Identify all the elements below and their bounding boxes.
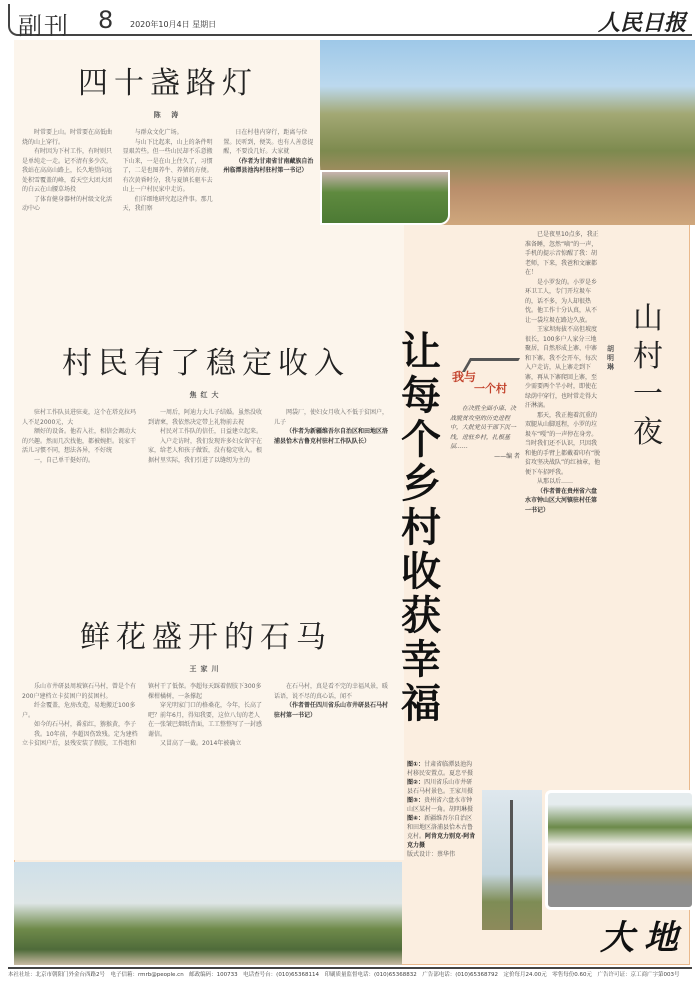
article-byline: 王家川 — [189, 665, 223, 673]
village-road-photo — [14, 862, 402, 965]
author-note: （作者曾在贵州省六盘水市钟山区大河镇驻村任第一书记） — [525, 487, 598, 514]
paragraph: 村民对工作队的信任，日益建立起来。 — [160, 428, 263, 435]
intro-signature: ——编 者 — [494, 452, 520, 460]
article-stable-income — [22, 338, 390, 465]
article-body — [22, 682, 390, 749]
paragraph: 有时因为下村工作，有时则只是单纯走一走。记不清有多少次，我站在高高山路上，长久地望向远处积雪覆盖的峰，看天空大团大团的白云在山腰草场投 — [22, 148, 113, 193]
article-title: 鲜花盛开的石马 — [80, 620, 332, 655]
paragraph: 纤金覆盖，危房改造，易地搬迁100多户。 — [22, 702, 136, 719]
intro-text: 在决胜全面小康、决战脱贫攻坚的历史进程中，大批党员干部下沉一线，进驻乡村，扎根基层…… — [450, 405, 517, 450]
feature-headline: 让每个乡村收获幸福 — [401, 329, 441, 727]
article-body — [22, 408, 390, 465]
paragraph: 了体育健身器材的村级文化活动中心 — [22, 195, 113, 212]
photo-captions — [407, 760, 477, 859]
article-byline: 焦红大 — [189, 391, 223, 399]
caption: 图②：四川省乐山市井研县石马村景色。王家川摄 — [407, 779, 474, 795]
caption: 图③：贵州省六盘水市钟山区某村一角。胡明琳摄 — [407, 797, 474, 813]
author-note: （作者为甘肃省甘南藏族自治州临潭县池沟村驻村第一书记） — [223, 157, 314, 174]
article-byline: 陈 涛 — [153, 111, 183, 119]
article-mountain-night — [525, 230, 601, 515]
page-footer: 本社社址：北京市朝阳门外金台西路2号 电子信箱：rmrb@people.cn 邮政编码：100733 电话查号台：(010)65368114 印刷质量监督电话：(010)65368832 广告部电话：(010)65368792 定价每月24.00元 零售每份0.60元 广告许可证：京工商广字第003号 — [8, 967, 692, 979]
power-pole-photo — [482, 790, 542, 930]
flower-field-photo — [320, 170, 450, 225]
caption: 图④：新疆维吾尔自治区和田地区洛浦县恰木古鲁克村。阿肯克力别克·阿肯克力摄 — [407, 815, 476, 849]
paragraph: 额好的设备。他若入社，相信会调动大的兴趣。然而几次找他，都被婉拒。说家干活儿习惯不同，想法各异，不好统 — [22, 428, 137, 454]
masthead-logo: 人民日报 — [597, 10, 686, 36]
supplement-logo: 大地 — [600, 918, 688, 958]
article-title: 村民有了稳定收入 — [62, 346, 350, 381]
page-header — [8, 4, 692, 40]
section-name: 副刊 — [18, 12, 70, 40]
side-article-title: 山村一夜 — [633, 301, 663, 450]
paragraph: 乐山市井研县周坡镇石马村，曾是个有200户建档立卡贫困户的贫困村。 — [22, 683, 137, 700]
paragraph: 从那以后…… — [537, 478, 574, 485]
article-stone-horse — [22, 612, 390, 749]
paragraph: 与山下比起来，山上的条件明显艰苦些。但一些山民却不乐意搬下山来，一是在山上住久了，习惯了，二是也图养牛、养猪的方便。有次黄昏时分，我与夏镇长驱车去山上一户村民家中走访。 — [122, 138, 213, 193]
paragraph: 们详细地研究起这件事。那几天，我们察 — [122, 195, 213, 212]
paragraph: 在石马村，真是看不完的幸福风景，暖话语，说不尽的真心话，闻不 — [274, 683, 389, 700]
paragraph: 一，自己单干挺好的。 — [34, 456, 95, 464]
caption: 图①：甘肃省临潭县池沟村移民安置点。夏忠平摄 — [407, 761, 474, 777]
issue-date: 2020年10月4日 星期日 — [130, 20, 217, 29]
paragraph: 又冒高了一截。2014年被确立 — [160, 740, 242, 747]
page-number: 8 — [98, 6, 114, 34]
article-body — [22, 128, 314, 214]
badge-line2: 一个村 — [474, 382, 507, 395]
paragraph: 入户走访时，我们发现许多妇女留守在家，给老人和孩子做饭，没有稳定收入。根据村里实际，我们引进了以缝纫为主的 — [148, 437, 263, 464]
paragraph: 驻村工作队员进驻麦，这个在塔克拉玛人不足2000元，大 — [22, 409, 137, 426]
paragraph: 是小罗发的。小罗是乡环卫工人，专门开垃圾车的，话不多，为人却很热忱。他工作十分认真，从不让一袋垃圾在路边久放。 — [525, 278, 598, 324]
paragraph: 已是夜里10点多，我正准备睡，忽然“嘀”的一声，手机的提示音惊醒了我：胡老师，下来，我爸和文廉都在！ — [525, 231, 599, 276]
paragraph: 穿光明家门口的格桑花，今年，长高了吧？前年6月，得知我要，这位八旬的老人在一张皱巴烟纸背面，工工整整写了一封感谢信。 — [148, 702, 263, 738]
paragraph: 日在村巷内穿行，距离与位置。民听到，便笑。也有人善意提醒，不要没几好。大家就 — [223, 129, 314, 155]
editor-intro — [450, 404, 520, 461]
column-badge — [452, 358, 522, 394]
village-houses-photo — [545, 790, 695, 910]
paragraph: 那天，我正拖着沉重的双腿从山脚返程，小罗的垃圾车“嘎”的一声停在身旁。当时我们还不认识，只因我和他的手臂上都戴着印有“脱贫攻坚决战队”的红袖章，他便下车招呼我。 — [525, 411, 601, 476]
paragraph: 我。10年前，李超因伤致残。定为建档立卡贫困户后，县残安装了假肢，工作组和镇村干了低保。李超每天踩着假肢下300多棵柑橘树，一条撑起 — [22, 683, 262, 747]
author-note: （作者曾任四川省乐山市井研县石马村驻村第一书记） — [274, 702, 389, 719]
badge-line1: 我与 — [452, 370, 477, 384]
paragraph: 如今的石马村，番茄红，猕猴黄，李子 — [34, 721, 137, 728]
author-note: （作者为新疆维吾尔自治区和田地区洛浦县恰木古鲁克村驻村工作队队长） — [274, 428, 389, 445]
paragraph: 一周后，阿迪力大儿子结婚。虽然没收到请柬，我依然决定带上礼物前去祝 — [148, 409, 263, 426]
pole-shape — [510, 800, 513, 930]
paragraph: 王家坝海拔不高但坡度很长，100多户人家分三地聚居，自然形成上寨、中寨和下寨。我不会开车，每次入户走访，从上寨走到下寨，再从下寨爬回上寨，至少需要两个半小时，即使在绿荫中穿行，也时常走得大汗淋漓。 — [525, 326, 598, 409]
paragraph: 与群众文化广场。 — [134, 129, 183, 136]
article-forty-street-lamps — [22, 58, 314, 214]
caption: 版式设计：蔡华伟 — [407, 851, 456, 858]
paragraph: 时常要上山。时常要在高低曲烧的山上穿行。 — [22, 129, 113, 146]
article-title: 四十盏路灯 — [78, 66, 258, 101]
paragraph: 网袋厂，使妇女月收入不低于贫困户，儿子 — [274, 409, 389, 426]
side-article-byline: 胡明琳 — [607, 345, 614, 371]
